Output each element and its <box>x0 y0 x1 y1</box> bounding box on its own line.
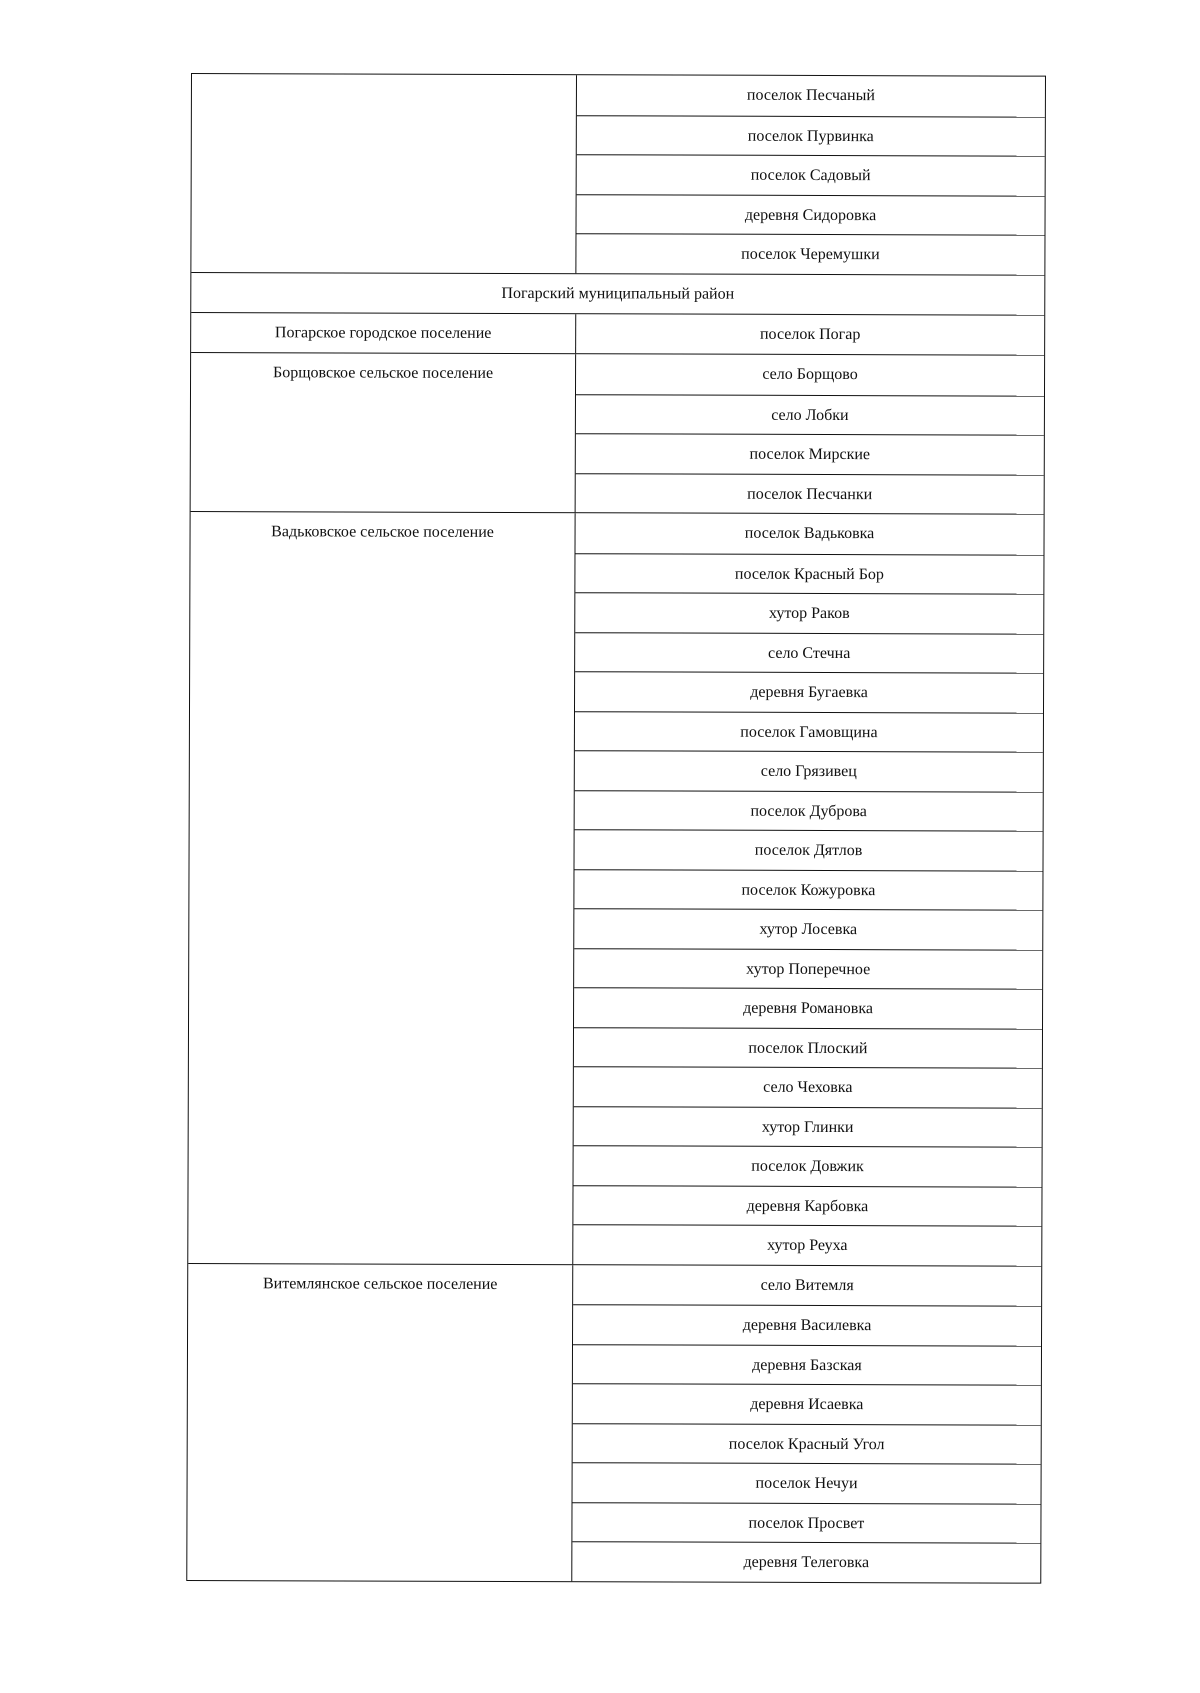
settlement-group <box>191 74 1045 274</box>
locality-cell: деревня Василевка <box>573 1304 1041 1345</box>
locality-cell: село Чеховка <box>574 1066 1042 1107</box>
locality-cell: деревня Исаевка <box>573 1383 1041 1424</box>
locality-cell: поселок Гамовщина <box>575 711 1043 752</box>
locality-cell: поселок Мирские <box>576 433 1044 474</box>
settlement-group <box>191 352 1044 514</box>
district-header-row: Погарский муниципальный район <box>191 272 1044 315</box>
locality-cell: поселок Песчаный <box>746 86 875 105</box>
locality-cell: село Стечна <box>575 632 1043 673</box>
settlement-group <box>187 1262 1041 1582</box>
locality-cell: деревня Романовка <box>574 987 1042 1028</box>
locality-cell: хутор Раков <box>575 592 1043 633</box>
locality-cell: поселок Садовый <box>577 154 1045 195</box>
locality-cell: деревня Телеговка <box>572 1541 1040 1582</box>
locality-cell: поселок Вадьковка <box>744 524 875 543</box>
settlement-group <box>188 511 1043 1265</box>
locality-cell: поселок Довжик <box>574 1145 1042 1186</box>
localities-column <box>572 1265 1041 1582</box>
locality-cell: поселок Дятлов <box>575 829 1043 870</box>
locality-cell: село Лобки <box>576 394 1044 435</box>
locality-cell: село Борщово <box>762 365 858 384</box>
locality-cell: поселок Кожуровка <box>574 869 1042 910</box>
locality-cell: поселок Плоский <box>574 1027 1042 1068</box>
settlement-group <box>191 312 1044 355</box>
locality-cell: поселок Красный Угол <box>573 1423 1041 1464</box>
locality-cell: хутор Глинки <box>574 1106 1042 1147</box>
locality-cell: поселок Нечуи <box>573 1462 1041 1503</box>
locality-cell: поселок Красный Бор <box>575 553 1043 594</box>
locality-cell: поселок Песчанки <box>576 473 1044 514</box>
localities-column <box>576 354 1044 513</box>
locality-cell: хутор Поперечное <box>574 948 1042 989</box>
localities-column <box>576 314 1044 355</box>
localities-column <box>573 513 1043 1265</box>
locality-cell: поселок Черемушки <box>576 233 1044 274</box>
locality-cell: поселок Просвет <box>572 1502 1040 1543</box>
locality-cell: деревня Сидоровка <box>576 194 1044 235</box>
settlements-table <box>186 73 1046 1583</box>
locality-cell: село Грязивец <box>575 750 1043 791</box>
locality-cell: село Витемля <box>760 1276 854 1294</box>
locality-cell: деревня Базская <box>573 1344 1041 1385</box>
locality-cell: хутор Лосевка <box>574 908 1042 949</box>
settlement-name-cell: Борщовское сельское поселение <box>191 353 576 512</box>
locality-cell: поселок Пурвинка <box>577 115 1045 156</box>
locality-cell: поселок Дуброва <box>575 790 1043 831</box>
settlement-name-cell: Погарское городское поселение <box>191 313 576 354</box>
locality-cell: хутор Реуха <box>573 1224 1041 1265</box>
localities-column <box>576 75 1045 274</box>
settlement-name-cell <box>191 74 577 273</box>
locality-cell: деревня Бугаевка <box>575 671 1043 712</box>
locality-cell: поселок Погар <box>759 325 861 343</box>
locality-cell: деревня Карбовка <box>573 1185 1041 1226</box>
settlement-name-cell: Вадьковское сельское поселение <box>188 512 575 1264</box>
settlement-name-cell: Витемлянское сельское поселение <box>187 1263 573 1580</box>
